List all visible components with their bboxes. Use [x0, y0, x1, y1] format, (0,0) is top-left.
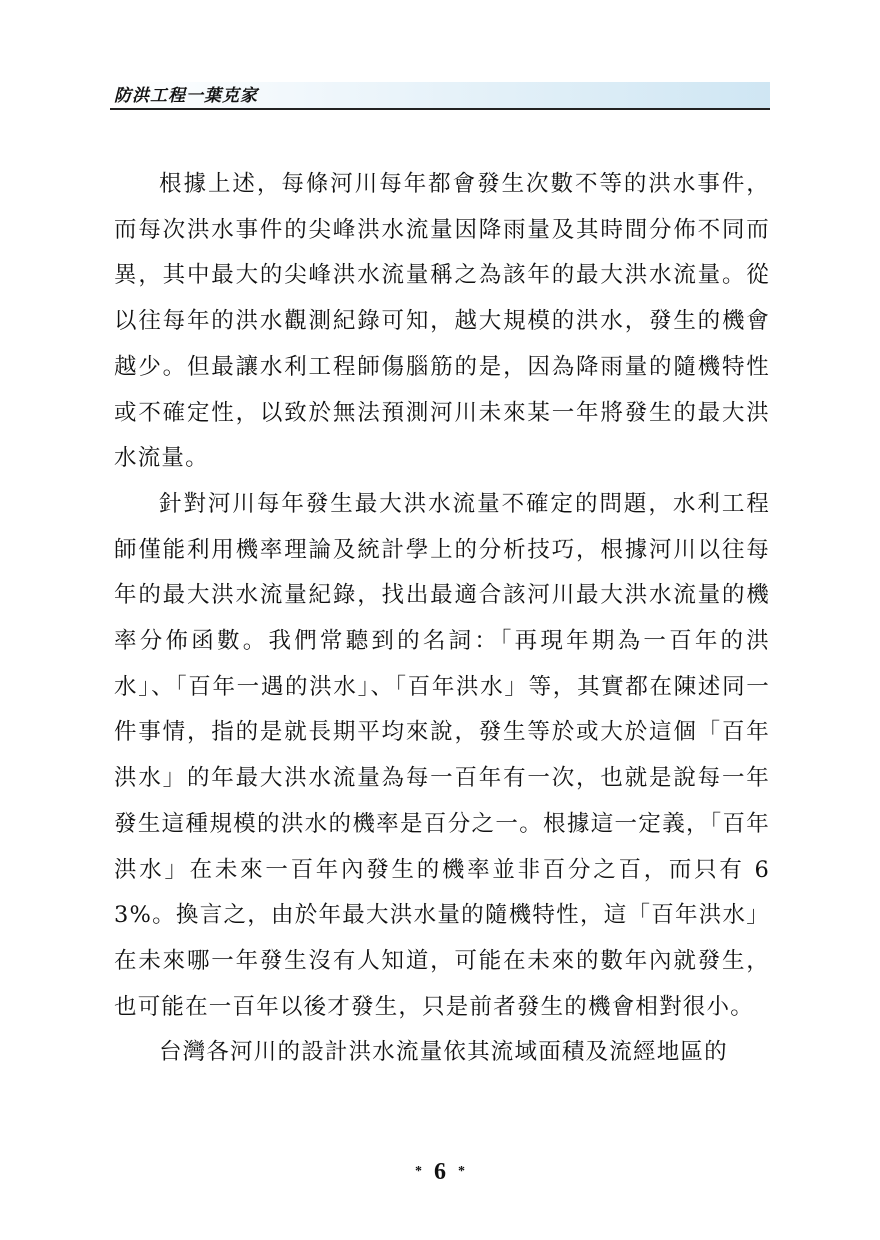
body-text — [114, 162, 770, 1076]
paragraph-3: 台灣各河川的設計洪水流量依其流域面積及流經地區的 — [159, 1039, 728, 1066]
paragraph-1: 根據上述，每條河川每年都會發生次數不等的洪水事件，而每次洪水事件的尖峰洪水流量因降雨量及其時間分佈不同而異，其中最大的尖峰洪水流量稱之為該年的最大洪水流量。從以往每年的洪水觀測紀錄可知，越大規模的洪水，發生的機會越少。但最讓水利工程師傷腦筋的是，因為降雨量的隨機特性或不確定性，以致於無法預測河川未來某一年將發生的最大洪水流量。 — [114, 171, 770, 472]
page-number: 6 — [434, 1159, 446, 1185]
footer-star-right: * — [458, 1164, 465, 1179]
footer-star-left: * — [415, 1164, 422, 1179]
header-rule — [110, 108, 770, 110]
paragraph-2: 針對河川每年發生最大洪水流量不確定的問題，水利工程師僅能利用機率理論及統計學上的分析技巧，根據河川以往每年的最大洪水流量紀錄，找出最適合該河川最大洪水流量的機率分佈函數。我們常聽到的名詞：「再現年期為一百年的洪水」、「百年一遇的洪水」、「百年洪水」等，其實都在陳述同一件事情，指的是就長期平均來說，發生等於或大於這個「百年洪水」的年最大洪水流量為每一百年有一次，也就是說每一年發生這種規模的洪水的機率是百分之一。根據這一定義，「百年洪水」在未來一百年內發生的機率並非百分之百，而只有 63%。換言之，由於年最大洪水量的隨機特性，這「百年洪水」在未來哪一年發生沒有人知道，可能在未來的數年內就發生，也可能在一百年以後才發生，只是前者發生的機會相對很小。 — [114, 490, 770, 1020]
running-header-title: 防洪工程一葉克家 — [114, 86, 258, 106]
page-footer — [0, 1158, 880, 1186]
